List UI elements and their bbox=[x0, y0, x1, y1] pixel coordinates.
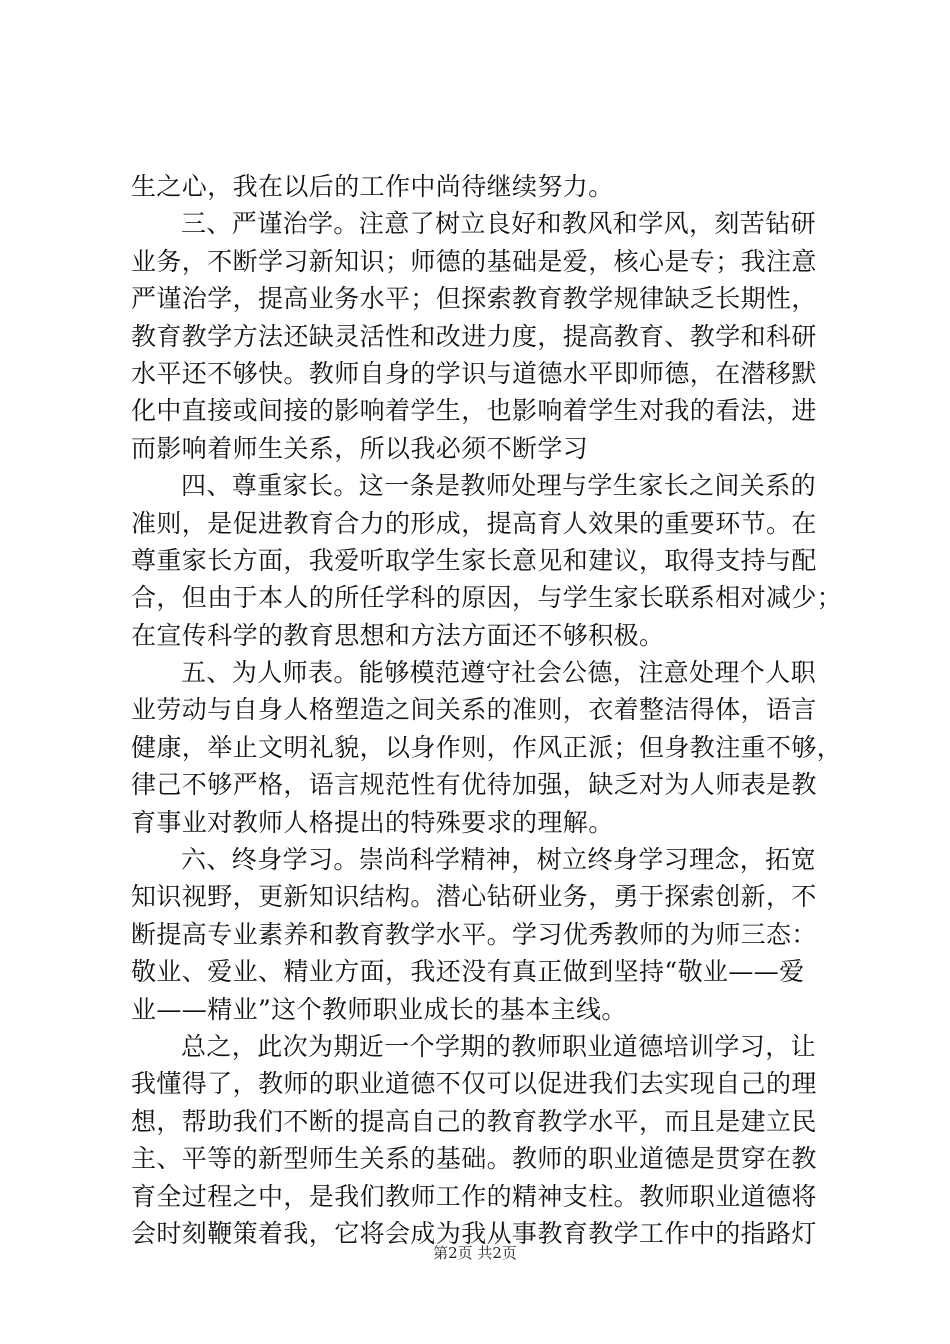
text-line: 育事业对教师人格提出的特殊要求的理解。 bbox=[131, 807, 614, 837]
text-line: 知识视野，更新知识结构。潜心钻研业务，勇于探索创新，不 bbox=[131, 882, 817, 912]
text-line: 健康，举止文明礼貌，以身作则，作风正派；但身教注重不够， bbox=[131, 732, 843, 762]
text-line: 水平还不够快。教师自身的学识与道德水平即师德，在潜移默 bbox=[131, 358, 817, 388]
text-line: 准则，是促进教育合力的形成，提高育人效果的重要环节。在 bbox=[131, 508, 817, 538]
text-line: 主、平等的新型师生关系的基础。教师的职业道德是贯穿在教 bbox=[131, 1144, 817, 1174]
text-line: 断提高专业素养和教育教学水平。学习优秀教师的为师三态： bbox=[131, 919, 817, 949]
text-line: 敬业、爱业、精业方面，我还没有真正做到坚持“敬业——爱 bbox=[131, 957, 805, 987]
text-line: 想，帮助我们不断的提高自己的教育教学水平，而且是建立民 bbox=[131, 1106, 817, 1136]
paragraph-first-line: 五、为人师表。能够模范遵守社会公德，注意处理个人职 bbox=[181, 658, 817, 688]
text-line: 育全过程之中，是我们教师工作的精神支柱。教师职业道德将 bbox=[131, 1181, 817, 1211]
text-line: 会时刻鞭策着我，它将会成为我从事教育教学工作中的指路灯 bbox=[131, 1218, 817, 1248]
paragraph-first-line: 四、尊重家长。这一条是教师处理与学生家长之间关系的 bbox=[181, 471, 817, 501]
text-line: 严谨治学，提高业务水平；但探索教育教学规律缺乏长期性， bbox=[131, 284, 817, 314]
text-line: 业劳动与自身人格塑造之间关系的准则，衣着整洁得体，语言 bbox=[131, 695, 817, 725]
text-line: 化中直接或间接的影响着学生，也影响着学生对我的看法，进 bbox=[131, 396, 817, 426]
text-line: 合，但由于本人的所任学科的原因，与学生家长联系相对减少； bbox=[131, 583, 843, 613]
document-body bbox=[131, 168, 843, 1252]
text-line: 而影响着师生关系，所以我必须不断学习 bbox=[131, 433, 589, 463]
text-line: 业务，不断学习新知识；师德的基础是爱，核心是专；我注意 bbox=[131, 246, 817, 276]
text-line: 生之心，我在以后的工作中尚待继续努力。 bbox=[131, 172, 614, 201]
text-line: 我懂得了，教师的职业道德不仅可以促进我们去实现自己的理 bbox=[131, 1069, 817, 1099]
page-number-footer: 第2页 共2页 bbox=[433, 1244, 517, 1262]
text-line: 尊重家长方面，我爱听取学生家长意见和建议，取得支持与配 bbox=[131, 545, 817, 575]
text-line: 业——精业”这个教师职业成长的基本主线。 bbox=[131, 994, 627, 1024]
paragraph-first-line: 六、终身学习。崇尚科学精神，树立终身学习理念，拓宽 bbox=[181, 845, 817, 875]
text-line: 律己不够严格，语言规范性有优待加强，缺乏对为人师表是教 bbox=[131, 770, 817, 800]
text-line: 在宣传科学的教育思想和方法方面还不够积极。 bbox=[131, 620, 665, 650]
paragraph-first-line: 三、严谨治学。注意了树立良好和教风和学风，刻苦钻研 bbox=[181, 209, 817, 239]
paragraph-first-line: 总之，此次为期近一个学期的教师职业道德培训学习，让 bbox=[181, 1031, 817, 1061]
text-line: 教育教学方法还缺灵活性和改进力度，提高教育、教学和科研 bbox=[131, 321, 817, 351]
